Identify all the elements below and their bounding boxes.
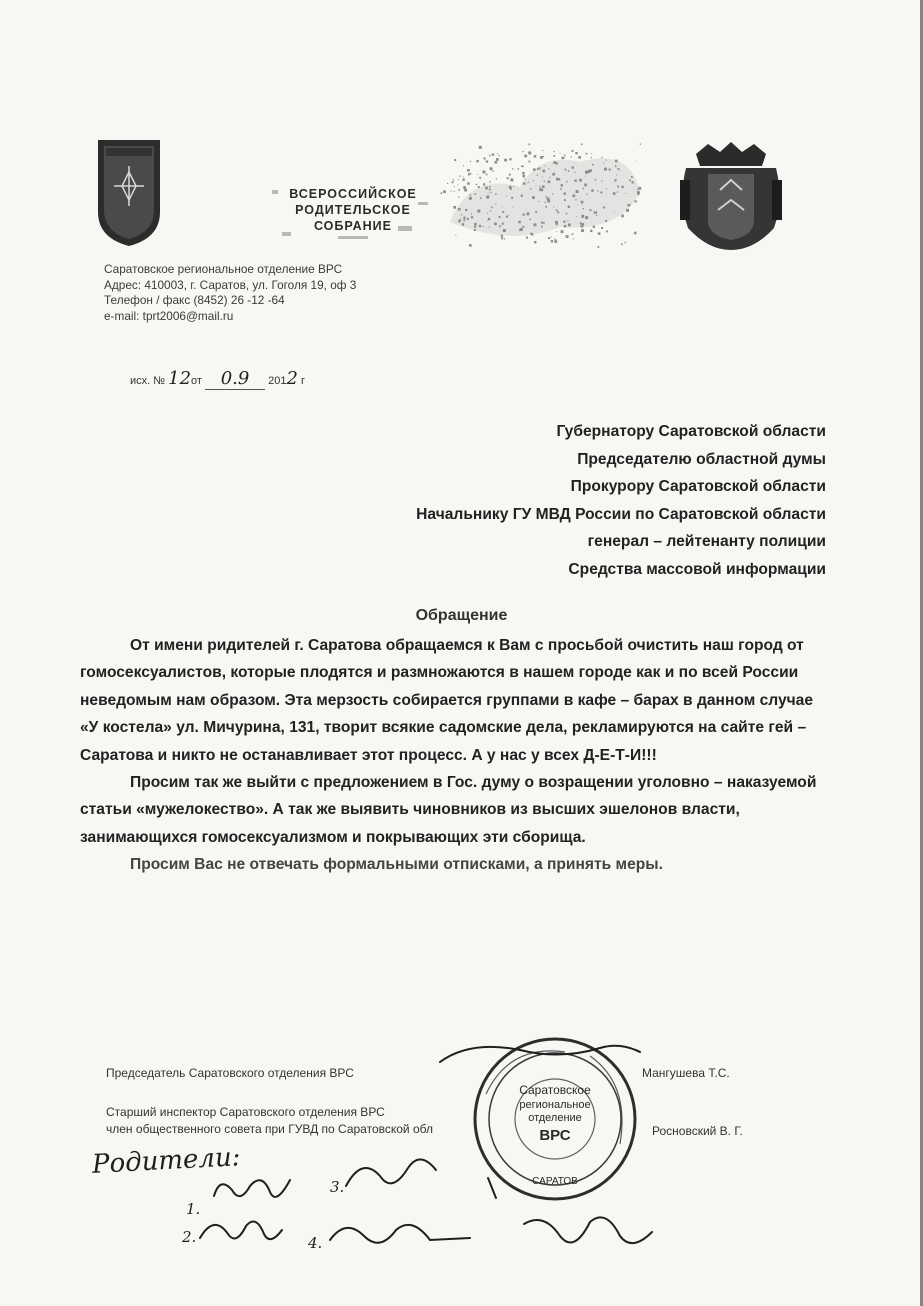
blot-speck: [621, 215, 624, 218]
blot-speck: [591, 153, 592, 154]
vrs-logo-line-1: ВСЕРОССИЙСКОЕ: [289, 187, 417, 201]
blot-speck: [468, 173, 470, 175]
parent-signature-4: [330, 1225, 470, 1243]
blot-speck: [458, 189, 460, 191]
parent-number-2: 2.: [182, 1228, 197, 1246]
outgoing-number: 12: [168, 368, 192, 389]
blot-speck: [464, 189, 467, 192]
addressee-media: Средства массовой информации: [568, 560, 826, 578]
addressee-duma-chair: Председателю областной думы: [577, 450, 826, 468]
stamp-line-1: Саратовское: [519, 1083, 591, 1097]
blot-speck: [522, 151, 523, 152]
addressee-governor: Губернатору Саратовской области: [556, 423, 826, 440]
blot-speck: [578, 156, 581, 159]
blot-speck: [507, 177, 509, 179]
blot-speck: [572, 234, 573, 235]
blot-speck: [575, 152, 577, 154]
blot-speck: [486, 160, 488, 162]
blot-speck: [484, 157, 486, 159]
blot-speck: [581, 144, 583, 146]
blot-speck: [554, 151, 555, 152]
blot-speck: [453, 206, 456, 209]
blot-speck: [510, 178, 513, 181]
body-paragraph-1: От имени ридителей г. Саратова обращаемся к Вам с просьбой очистить наш город от гомосексуалистов, которые плодятся и размножаются в нашем городе как и по всей России неведомым нам образом. Эта мерзость собирается группами в кафе – барах в данном случае «У костела» ул. Мичурина, 131, творит всякие садомские дела, рекламируются на сайте гей – Саратова и никто не останавливает этот процесс. А у нас у всех Д-Е-Т-И!!!: [80, 637, 814, 764]
document-body: [80, 632, 820, 879]
blot-speck: [551, 237, 552, 238]
blot-speck: [501, 237, 503, 239]
blot-speck: [518, 168, 520, 170]
outgoing-from: от: [191, 375, 202, 387]
organization-stamp: [470, 1034, 640, 1204]
blot-speck: [462, 179, 464, 181]
blot-speck: [492, 154, 494, 156]
blot-speck: [534, 155, 537, 158]
blot-speck: [459, 175, 460, 176]
blot-speck: [534, 241, 536, 243]
outgoing-year-hand: 2: [286, 368, 298, 389]
blot-speck: [463, 177, 464, 178]
blot-speck: [553, 155, 555, 157]
addressee-police-chief: Начальнику ГУ МВД России по Саратовской области: [416, 505, 826, 523]
blot-speck: [548, 237, 550, 239]
blot-speck: [540, 156, 543, 159]
blot-speck: [512, 168, 513, 169]
blot-speck: [470, 173, 471, 174]
stamp-line-3: отделение: [528, 1112, 582, 1124]
blot-speck: [523, 175, 526, 178]
blot-speck: [555, 239, 557, 241]
blot-speck: [554, 238, 555, 239]
stamp-center: ВРС: [539, 1127, 571, 1144]
sender-address: Адрес: 410003, г. Саратов, ул. Гоголя 19, оф 3: [104, 277, 357, 292]
blot-speck: [528, 161, 530, 163]
outgoing-number-line: [130, 368, 305, 390]
blot-speck: [522, 166, 524, 168]
blot-speck: [467, 182, 470, 185]
parent-number-1: 1.: [186, 1200, 201, 1218]
addressee-police-rank: генерал – лейтенанту полиции: [587, 533, 826, 551]
blot-speck: [522, 172, 525, 175]
blot-speck: [598, 232, 601, 235]
blot-speck: [598, 246, 600, 248]
addressee-block: [416, 418, 826, 584]
blot-speck: [635, 161, 636, 162]
blot-speck: [496, 178, 497, 179]
blot-speck: [593, 226, 595, 228]
sender-phone: Телефон / факс (8452) 26 -12 -64: [104, 293, 285, 308]
blot-speck: [470, 161, 471, 162]
saratov-coat-of-arms-logo: [96, 138, 162, 248]
blot-speck: [447, 183, 448, 184]
blot-speck: [490, 167, 493, 170]
parents-handwritten-label: Родители:: [91, 1142, 242, 1180]
blot-speck: [504, 238, 505, 239]
blot-speck: [477, 174, 478, 175]
chair-name: Мангушева Т.С.: [642, 1066, 730, 1080]
inspector-label-line-1: Старший инспектор Саратовского отделения ВРС: [106, 1105, 385, 1119]
vrs-logo-text: [268, 186, 438, 234]
vrs-logo-line-2: РОДИТЕЛЬСКОЕ: [295, 203, 411, 217]
blot-speck: [454, 191, 455, 192]
blot-speck: [542, 150, 543, 151]
blot-speck: [509, 158, 511, 160]
saratov-region-coat-of-arms-logo: [678, 140, 784, 252]
blot-speck: [601, 227, 603, 229]
outgoing-date: 0.9: [220, 368, 250, 389]
document-title: Обращение: [415, 607, 508, 624]
blot-speck: [497, 153, 498, 154]
russia-map-blot-image: [430, 132, 650, 252]
blot-speck: [479, 177, 481, 179]
parent-signature-1: [214, 1180, 290, 1197]
parent-signature-3: [346, 1159, 436, 1186]
blot-speck: [489, 181, 490, 182]
sender-email: e-mail: tprt2006@mail.ru: [104, 308, 234, 323]
outgoing-date-field: [205, 368, 265, 390]
blot-speck: [467, 169, 469, 171]
blot-speck: [621, 243, 623, 245]
blot-speck: [560, 153, 561, 154]
blot-speck: [463, 186, 466, 189]
blot-speck: [556, 231, 557, 232]
blot-speck: [458, 197, 459, 198]
chair-label: Председатель Саратовского отделения ВРС: [106, 1066, 354, 1080]
blot-speck: [463, 165, 464, 166]
blot-speck: [526, 237, 528, 239]
inspector-name: Росновский В. Г.: [652, 1124, 743, 1138]
blot-speck: [454, 186, 455, 187]
blot-speck: [640, 144, 641, 145]
parent-number-4: 4.: [308, 1234, 323, 1252]
blot-speck: [591, 157, 592, 158]
blot-speck: [564, 155, 566, 157]
vrs-logo: [268, 182, 438, 244]
blot-speck: [566, 235, 569, 238]
sender-org: Саратовское региональное отделение ВРС: [104, 262, 343, 276]
blot-speck: [562, 157, 565, 160]
blot-speck: [590, 230, 592, 232]
blot-speck: [458, 179, 459, 180]
inspector-label-line-2: член общественного совета при ГУВД по Саратовской обл: [106, 1122, 433, 1136]
blot-speck: [571, 156, 572, 157]
blot-speck: [561, 230, 564, 233]
blot-speck: [601, 157, 602, 158]
blot-speck: [483, 183, 485, 185]
sender-block: [104, 262, 356, 324]
outgoing-suffix: г: [300, 375, 305, 387]
blot-speck: [486, 174, 488, 176]
parent-signature-2: [200, 1222, 282, 1240]
blot-speck: [581, 229, 584, 232]
blot-speck: [452, 181, 454, 183]
blot-speck: [441, 192, 443, 194]
vrs-logo-line-3: СОБРАНИЕ: [313, 219, 393, 233]
blot-speck: [499, 155, 500, 156]
blot-speck: [479, 146, 482, 149]
blot-speck: [495, 161, 498, 164]
inspector-label: [106, 1104, 433, 1138]
parent-number-3: 3.: [330, 1178, 345, 1196]
blot-speck: [504, 159, 507, 162]
blot-speck: [509, 174, 511, 176]
blot-speck: [453, 179, 454, 180]
blot-speck: [528, 151, 531, 154]
blot-speck: [455, 235, 456, 236]
stamp-bottom: САРАТОВ: [532, 1176, 578, 1187]
blot-speck: [489, 155, 491, 157]
blot-speck: [573, 239, 574, 240]
blot-speck: [529, 144, 531, 146]
blot-speck: [476, 184, 477, 185]
stamp-line-2: региональное: [519, 1099, 591, 1111]
parent-signature-5: [524, 1217, 652, 1243]
blot-speck: [476, 160, 479, 163]
blot-speck: [625, 242, 627, 244]
blot-speck: [496, 158, 499, 161]
body-paragraph-2: Просим так же выйти с предложением в Гос. думу о возращении уголовно – наказуемой статьи «мужелокество». А так же выявить чиновников из высших эшелонов власти, занимающихся гомосексуализмом и покрывающих эти сборища.: [80, 774, 817, 846]
blot-speck: [451, 191, 452, 192]
blot-speck: [457, 184, 458, 185]
blot-speck: [443, 190, 446, 193]
blot-speck: [586, 153, 588, 155]
blot-speck: [543, 156, 544, 157]
blot-speck: [483, 171, 486, 174]
blot-speck: [572, 150, 573, 151]
blot-speck: [606, 231, 608, 233]
addressee-prosecutor: Прокурору Саратовской области: [570, 478, 826, 496]
blot-speck: [454, 159, 456, 161]
blot-speck: [634, 232, 637, 235]
outgoing-prefix: исх. №: [130, 375, 166, 387]
blot-speck: [564, 157, 565, 158]
outgoing-year: 201: [268, 375, 287, 387]
blot-speck: [524, 155, 527, 158]
body-paragraph-3: Просим Вас не отвечать формальными отписками, а принять меры.: [130, 856, 663, 874]
blot-speck: [492, 171, 493, 172]
blot-speck: [469, 244, 472, 247]
blot-speck: [551, 240, 553, 242]
